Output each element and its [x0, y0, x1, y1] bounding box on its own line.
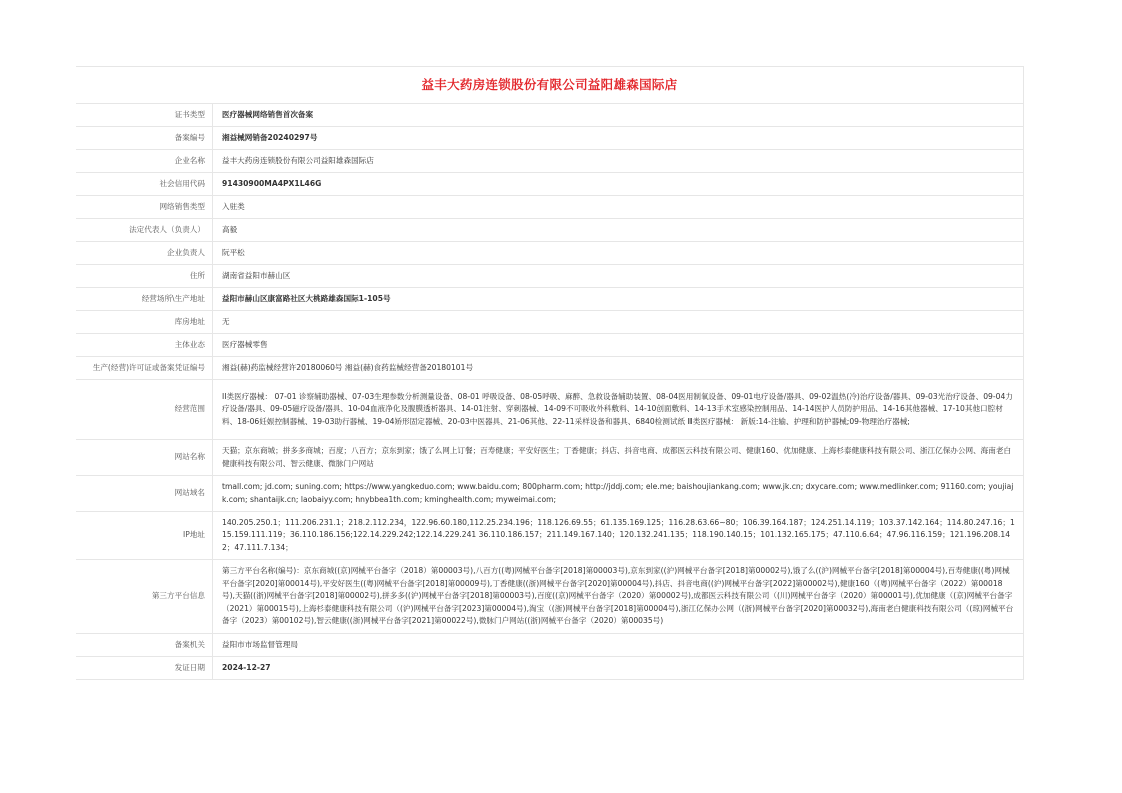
table-row [76, 380, 1024, 440]
field-value: 医疗器械网络销售首次备案 [213, 104, 1024, 127]
table-row [76, 242, 1024, 265]
field-label: 证书类型 [76, 104, 213, 127]
page-title: 益丰大药房连锁股份有限公司益阳雄森国际店 [76, 66, 1024, 103]
table-row [76, 311, 1024, 334]
field-label: 库房地址 [76, 311, 213, 334]
field-value: 无 [213, 311, 1024, 334]
record-sheet [76, 66, 1024, 680]
field-value: 91430900MA4PX1L46G [213, 173, 1024, 196]
field-label: IP地址 [76, 512, 213, 560]
field-label: 第三方平台信息 [76, 560, 213, 634]
field-value: 益丰大药房连锁股份有限公司益阳雄森国际店 [213, 150, 1024, 173]
field-label: 备案编号 [76, 127, 213, 150]
field-value: 入驻类 [213, 196, 1024, 219]
field-label: 网站名称 [76, 440, 213, 476]
table-row [76, 657, 1024, 680]
table-row [76, 173, 1024, 196]
field-label: 备案机关 [76, 634, 213, 657]
table-row [76, 104, 1024, 127]
field-value: 益阳市市场监督管理局 [213, 634, 1024, 657]
field-label: 生产(经营)许可证或备案凭证编号 [76, 357, 213, 380]
field-label: 网络销售类型 [76, 196, 213, 219]
field-label: 主体业态 [76, 334, 213, 357]
table-row [76, 512, 1024, 560]
field-label: 经营场所\生产地址 [76, 288, 213, 311]
field-label: 经营范围 [76, 380, 213, 440]
field-label: 企业负责人 [76, 242, 213, 265]
table-row [76, 127, 1024, 150]
field-label: 发证日期 [76, 657, 213, 680]
field-label: 住所 [76, 265, 213, 288]
field-value: 第三方平台名称(编号)：京东商城((京)网械平台备字（2018）第00003号),八百方((粤)网械平台备字[2018]第00003号),京东到家((沪)网械平台备字[2018]第00002号),饿了么((沪)网械平台备字[2018]第00004号),百寿健康((粤)网械平台备字[2020]第00014号),平安好医生((粤)网械平台备字[2018]第00009号),丁香健康((浙)网械平台备字[2020]第00004号),抖店、抖音电商((沪)网械平台备字[2022]第00002号),健康160（(粤)网械平台备字（2022）第00018号),天猫((浙)网械平台备字[2018]第00002号),拼多多((沪)网械平台备字[2018]第00003号),百度((京)网械平台备字（2020）第00002号),成都医云科技有限公司（(川)网械平台备字（2020）第00001号),优加健康（(京)网械平台备字（2021）第00015号),上海杉泰健康科技有限公司（(沪)网械平台备字[2023]第00004号),淘宝（(浙)网械平台备字[2018]第00004号),浙江亿保办公网（(浙)网械平台备字[2020]第00032号),海南老白健康科技有限公司（(琼)网械平台备字（2023）第00102号),智云健康((浙)网械平台备字[2021]第00022号),微脉门户网站((浙)网械平台备字（2020）第00035号) [213, 560, 1024, 634]
field-value: 益阳市赫山区康富路社区大桃路雄森国际1-105号 [213, 288, 1024, 311]
table-row [76, 150, 1024, 173]
table-row [76, 357, 1024, 380]
field-label: 企业名称 [76, 150, 213, 173]
field-value: 天猫；京东商城；拼多多商城；百度；八百方；京东到家；饿了么网上订餐；百寿健康；平安好医生；丁香健康；抖店、抖音电商、成都医云科技有限公司、健康160、优加健康、上海杉泰健康科技有限公司、浙江亿保办公网、海南老白健康科技有限公司、智云健康、微脉门户网站 [213, 440, 1024, 476]
field-value: 140.205.250.1；111.206.231.1；218.2.112.234，122.96.60.180,112.25.234.196；118.126.69.55；61.135.169.125；116.28.63.66~80；106.39.164.187；124.251.14.119；103.37.142.164；114.80.247.16；115.159.111.119；36.110.186.156;122.14.229.242;122.14.229.241 36.110.186.157；211.149.167.140；120.132.241.135；118.190.140.15；101.132.165.175；47.110.6.64；47.96.116.159；121.196.208.142；47.111.7.134； [213, 512, 1024, 560]
table-row [76, 476, 1024, 512]
table-row [76, 440, 1024, 476]
table-row [76, 560, 1024, 634]
field-value: 阮平松 [213, 242, 1024, 265]
field-value: 高毅 [213, 219, 1024, 242]
field-label: 网站域名 [76, 476, 213, 512]
field-label: 社会信用代码 [76, 173, 213, 196]
table-row [76, 265, 1024, 288]
field-label: 法定代表人（负责人） [76, 219, 213, 242]
table-row [76, 219, 1024, 242]
field-value: II类医疗器械： 07-01 诊察辅助器械、07-03生理参数分析测量设备、08-01 呼吸设备、08-05呼吸、麻醉、急救设备辅助装置、08-04医用制氧设备、09-01电疗设备/器具、09-02温热(冷)治疗设备/器具、09-03光治疗设备、09-04力疗设备/器具、09-05磁疗设备/器具、10-04血液净化及腹膜透析器具、14-01注射、穿刺器械、14-09不可吸收外科敷料、14-10创面敷料、14-13手术室感染控制用品、14-14医护人员防护用品、14-16其他器械、17-10其他口腔材料、18-06妊娠控制器械、19-03助行器械、19-04矫形固定器械、20-03中医器具、21-06其他、22-11采样设备和器具、6840检测试纸 Ⅲ类医疗器械： 新版:14-注输、护理和防护器械;09-物理治疗器械; [213, 380, 1024, 440]
field-value: 2024-12-27 [213, 657, 1024, 680]
table-row [76, 288, 1024, 311]
table-row [76, 634, 1024, 657]
table-row [76, 334, 1024, 357]
table-row [76, 196, 1024, 219]
field-value: 医疗器械零售 [213, 334, 1024, 357]
field-value: 湘益械网销备20240297号 [213, 127, 1024, 150]
field-value: tmall.com; jd.com; suning.com; https://www.yangkeduo.com; www.baidu.com; 800pharm.com; http://jddj.com; ele.me; baishoujiankang.com; www.jk.cn; dxycare.com; www.medlinker.com; 91160.com; youjiajk.com; shantaijk.cn; laobaiyy.com; hnybbea1th.com; kminghealth.com; myweimai.com; [213, 476, 1024, 512]
field-value: 湖南省益阳市赫山区 [213, 265, 1024, 288]
field-value: 湘益(赫)药监械经营许20180060号 湘益(赫)食药监械经营备20180101号 [213, 357, 1024, 380]
record-table [76, 103, 1024, 680]
